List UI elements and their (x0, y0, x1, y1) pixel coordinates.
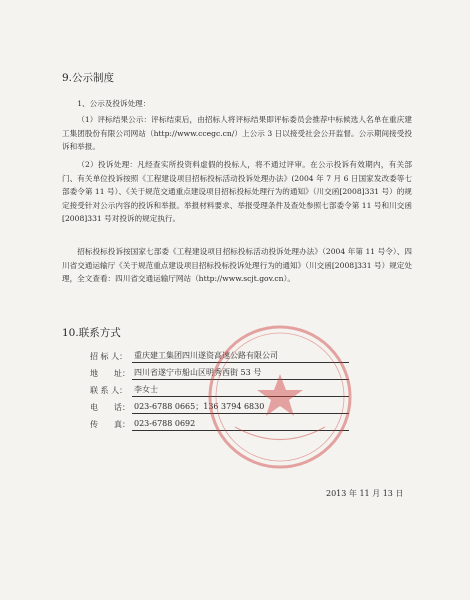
contact-value: 重庆建工集团四川遂资高速公路有限公司 (132, 350, 349, 363)
section-10-heading: 10.联系方式 (62, 327, 121, 339)
contact-label: 电 话： (90, 403, 130, 412)
contact-value: 023-6788 0665；136 3794 6830 (132, 401, 349, 414)
complaint-regulation-paragraph: 招标投标投诉按国家七部委《工程建设项目招标投标活动投诉处理办法》（2004 年第 11 号令）、四川省交通运输厅《关于规范重点建设项目招标投标投诉处理行为的通知》（川交函[2008]331 号）规定处理，全文查看：四川省交通运输厅网站（http://www.scjt.gov.cn）。 (62, 247, 412, 284)
contact-label: 传 真： (90, 420, 130, 429)
publicity-subheading: 1、公示及投诉处理： (77, 99, 151, 108)
section-9-heading: 9.公示制度 (62, 72, 115, 84)
contact-label: 联 系 人： (90, 386, 128, 395)
contact-value: 李女士 (132, 384, 349, 397)
result-publicity-paragraph: （1）评标结果公示：评标结束后，由招标人将评标结果即评标委员会推荐中标候选人名单在重庆建工集团股份有限公司网站（http://www.ccegc.cn/）上公示 3 日以接受社会公开监督。公示期间接受投诉和举报。 (62, 115, 412, 152)
document-date: 2013 年 11 月 13 日 (326, 489, 404, 498)
contact-value: 023-6788 0692 (132, 418, 349, 431)
contact-label: 招 标 人： (90, 352, 128, 361)
official-seal-stamp (205, 322, 355, 472)
complaint-handling-paragraph: （2）投诉处理：凡经查实所投资料虚假的投标人，将不通过评审。在公示投诉有效期内，有关部门、有关单位投诉按照《工程建设项目招标投标活动投诉处理办法》(2004 年 7 月 6 日国家发改委等七部委令第 11 号）、《关于规范交通重点建设项目招标投标处理行为的通知》（川交函[2008]331 号）的规定接受针对公示内容的投诉和举报。举报材料要求、举报受理条件及查处参照七部委令第 11 号和川交函[2008]331 号对投诉的规定执行。 (62, 160, 412, 224)
contact-label: 地 址： (90, 369, 130, 378)
contact-value: 四川省遂宁市船山区明秀西街 53 号 (132, 367, 349, 380)
